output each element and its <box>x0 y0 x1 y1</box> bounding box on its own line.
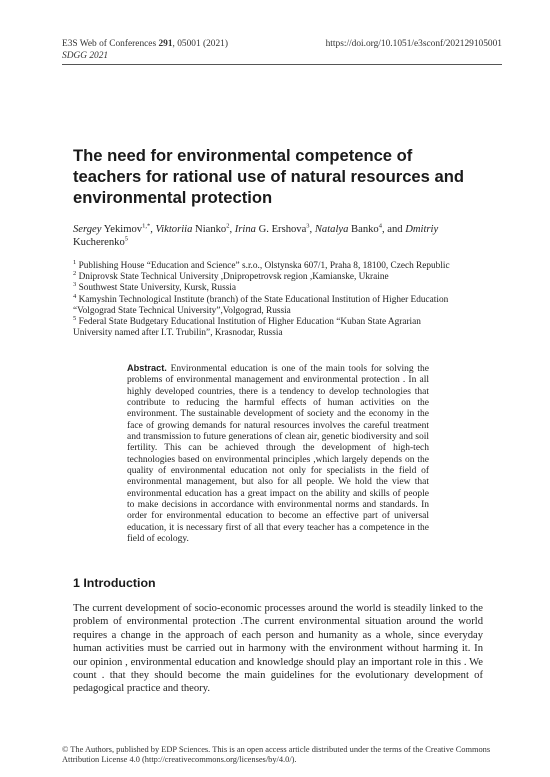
affiliation-text: “Volgograd State Technical University”,Volgograd, Russia <box>73 305 291 316</box>
journal-citation: E3S Web of Conferences 291, 05001 (2021) <box>62 39 228 49</box>
author <box>156 224 235 235</box>
author-list <box>73 223 483 249</box>
affiliation-number: 2 <box>73 270 77 278</box>
author-given-name: Sergey <box>73 224 102 235</box>
author <box>235 224 315 235</box>
license-footer: © The Authors, published by EDP Sciences. This is an open access article distributed under the terms of the Creative Commons Attribution License 4.0 (http://creativecommons.org/licenses/by/4.0/). <box>62 745 491 765</box>
affiliation-text: Publishing House “Education and Science” s.r.o., Olstynska 607/1, Praha 8, 18100, Czech Republic <box>78 261 450 271</box>
affiliation-line <box>73 258 493 272</box>
affiliation-list <box>73 258 493 339</box>
affiliation-number: 3 <box>73 281 77 289</box>
author-separator: , and <box>381 224 406 235</box>
author-given-name: Viktoriia <box>155 224 193 235</box>
author-affiliation-mark: 4 <box>378 222 382 230</box>
affiliation-number: 1 <box>73 258 77 266</box>
affiliation-line <box>73 328 493 339</box>
abstract-text: Environmental education is one of the main tools for solving the problems of environmental management and environmental protection . In all highly developed countries, there is a tendency to develop technologies that contribute to reducing the harmful effects of human activities on the environment. The sustainable development of society and the economy in the face of growing demands for natural resources involves the careful treatment and transmission to future generations of clean air, genetic biodiversity and soil fertility. This can be achieved through the development of high-tech technologies based on environmental principles ,which largely depends on the quality of environmental education not only for specialists in the field of environmental management, but also for all people. We hold the view that environmental education has a great impact on the ability and skills of people to make decisions in accordance with environmental norms and standards. In order for environmental education to become an effective part of universal education, it is necessary first of all that every teacher has a competence in the field of ecology. <box>127 364 429 545</box>
conference-name: SDGG 2021 <box>62 51 109 61</box>
header-rule <box>62 64 502 65</box>
affiliation-number: 4 <box>73 292 77 300</box>
affiliation-text: Dniprovsk State Technical University ,Dnipropetrovsk region ,Kamianske, Ukraine <box>78 272 389 283</box>
author-affiliation-mark: 5 <box>124 235 129 243</box>
doi-link[interactable]: https://doi.org/10.1051/e3sconf/202129105001 <box>325 39 502 49</box>
author-separator: , <box>150 224 156 235</box>
author-given-name: Natalya <box>314 224 349 235</box>
abstract <box>127 363 429 546</box>
section-body: The current development of socio-economic processes around the world is steadily linked to the problem of environmental protection .The current environmental situation around the world requires a change in the approach of each person and humanity as a whole, since everyday human activities must be carried out in harmony with the environment without harming it. In our opinion , environmental education and knowledge should play an important role in this . We count . that they should become the main guidelines for the evolutionary development of pedagogical practice and theory. <box>73 603 483 695</box>
affiliation-text: University named after I.T. Trubilin”, Krasnodar, Russia <box>73 328 283 339</box>
affiliation-line <box>73 272 493 283</box>
author-family-name: Banko <box>351 224 379 235</box>
affiliation-text: Southwest State University, Kursk, Russia <box>78 283 237 294</box>
section-heading: 1 Introduction <box>73 576 156 590</box>
author-given-name: Dmitriy <box>405 224 439 235</box>
abstract-label: Abstract. <box>127 363 167 373</box>
running-header <box>62 38 502 62</box>
affiliation-line <box>73 306 493 317</box>
affiliation-text: Kamyshin Technological Institute (branch) of the State Educational Institution of Higher Education <box>78 294 449 305</box>
affiliation-number: 5 <box>73 314 77 322</box>
author-family-name: Nianko <box>195 224 227 235</box>
affiliation-line <box>73 283 493 294</box>
author-family-name: G. Ershova <box>258 224 307 235</box>
author-affiliation-mark: 1,* <box>142 222 151 230</box>
author <box>315 224 405 235</box>
paper-title: The need for environmental competence of teachers for rational use of natural resources and environmental protection <box>73 146 464 207</box>
affiliation-line <box>73 292 493 306</box>
author-separator: , <box>309 224 315 235</box>
author-affiliation-mark: 2 <box>226 222 230 230</box>
affiliation-text: Federal State Budgetary Educational Institution of Higher Education “Kuban State Agrarian <box>78 317 421 328</box>
author-given-name: Irina <box>234 224 256 235</box>
author-family-name: Yekimov <box>103 224 143 235</box>
author-family-name: Kucherenko <box>73 237 125 248</box>
affiliation-line <box>73 314 493 328</box>
author-affiliation-mark: 3 <box>306 222 310 230</box>
author-separator: , <box>229 224 235 235</box>
author <box>73 224 156 235</box>
